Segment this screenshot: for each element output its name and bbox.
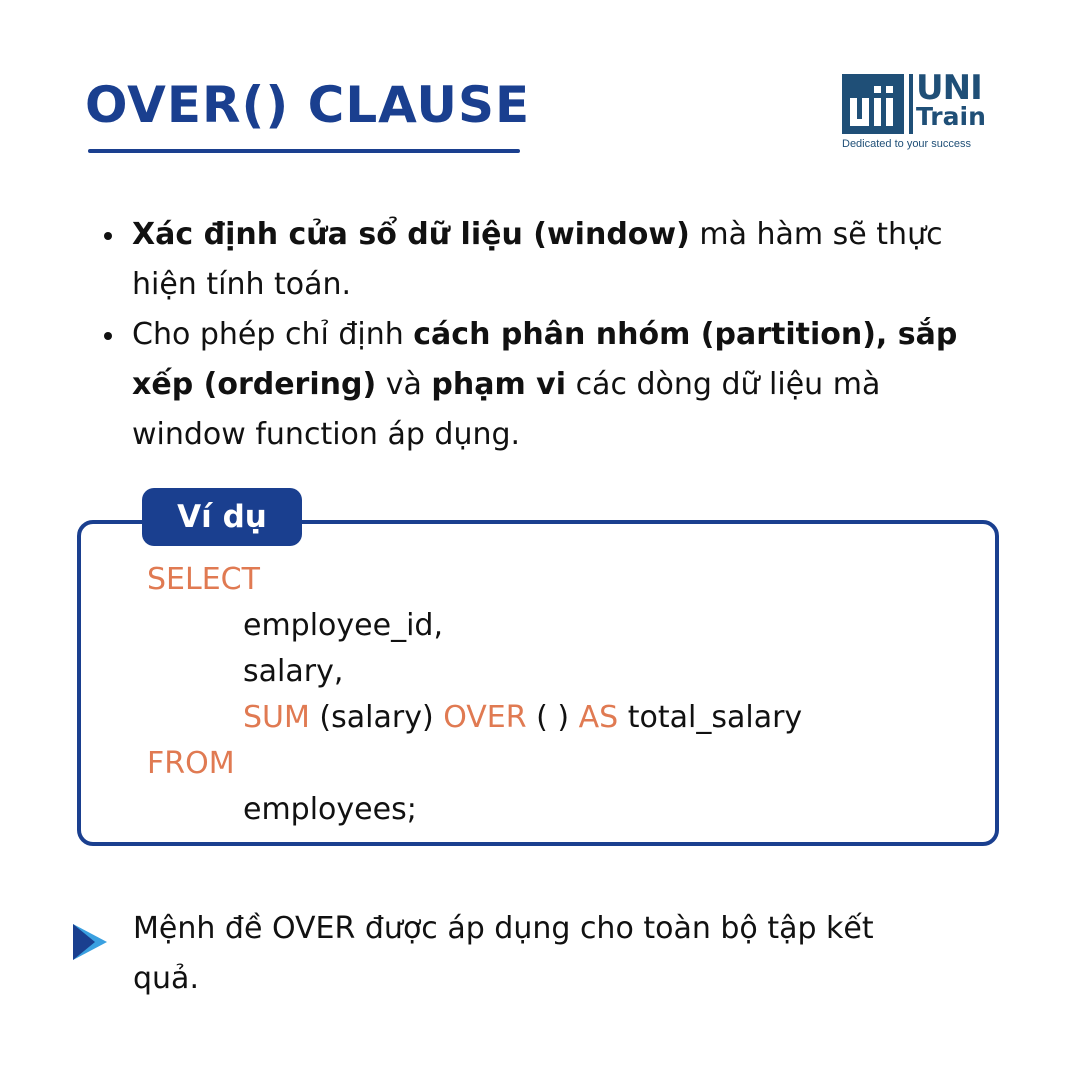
bullet-2-text-3: các dòng dữ liệu mà window function áp dụng. — [132, 367, 881, 452]
logo-tagline: Dedicated to your success — [842, 138, 972, 150]
code-line-2 — [147, 603, 802, 649]
code-col-2: salary, — [243, 654, 344, 689]
logo-divider — [909, 74, 913, 134]
code-table: employees; — [243, 792, 417, 827]
code-parens: ( ) — [526, 700, 579, 735]
bullet-1-text: mà hàm sẽ thực hiện tính toán. — [132, 217, 943, 302]
code-alias: total_salary — [618, 700, 803, 735]
title-underline — [88, 149, 520, 153]
code-col-1: employee_id, — [243, 608, 443, 643]
bullet-2-bold-1: cách phân nhóm (partition), sắp xếp (ordering) — [132, 317, 958, 402]
bullet-1-bold: Xác định cửa sổ dữ liệu (window) — [132, 217, 690, 252]
code-line-5 — [147, 741, 802, 787]
logo-ui-glyph-icon — [842, 74, 904, 134]
keyword-from: FROM — [147, 746, 235, 781]
bullet-item-1 — [100, 210, 960, 310]
bullet-2-text-2: và — [376, 367, 432, 402]
page-title: OVER() CLAUSE — [85, 76, 531, 134]
code-line-1 — [147, 557, 802, 603]
code-sum-arg: (salary) — [309, 700, 444, 735]
bullet-list — [100, 210, 960, 460]
keyword-as: AS — [578, 700, 619, 735]
logo-brand-bottom: Train — [916, 102, 986, 131]
logo-mark-icon — [842, 74, 904, 134]
play-arrow-icon — [73, 922, 111, 962]
bullet-2-bold-2: phạm vi — [431, 367, 567, 402]
code-line-3 — [147, 649, 802, 695]
keyword-over: OVER — [443, 700, 527, 735]
keyword-select: SELECT — [147, 562, 260, 597]
sql-code-block — [147, 557, 802, 833]
bullet-item-2 — [100, 310, 960, 460]
bullet-2-text-1: Cho phép chỉ định — [132, 317, 414, 352]
logo-brand-top: UNI — [916, 68, 982, 108]
conclusion-text: Mệnh đề OVER được áp dụng cho toàn bộ tập kết quả. — [133, 911, 874, 996]
code-line-6 — [147, 787, 802, 833]
code-line-4 — [147, 695, 802, 741]
unitrain-logo — [842, 68, 1002, 154]
example-label: Ví dụ — [142, 488, 302, 546]
keyword-sum: SUM — [243, 700, 310, 735]
